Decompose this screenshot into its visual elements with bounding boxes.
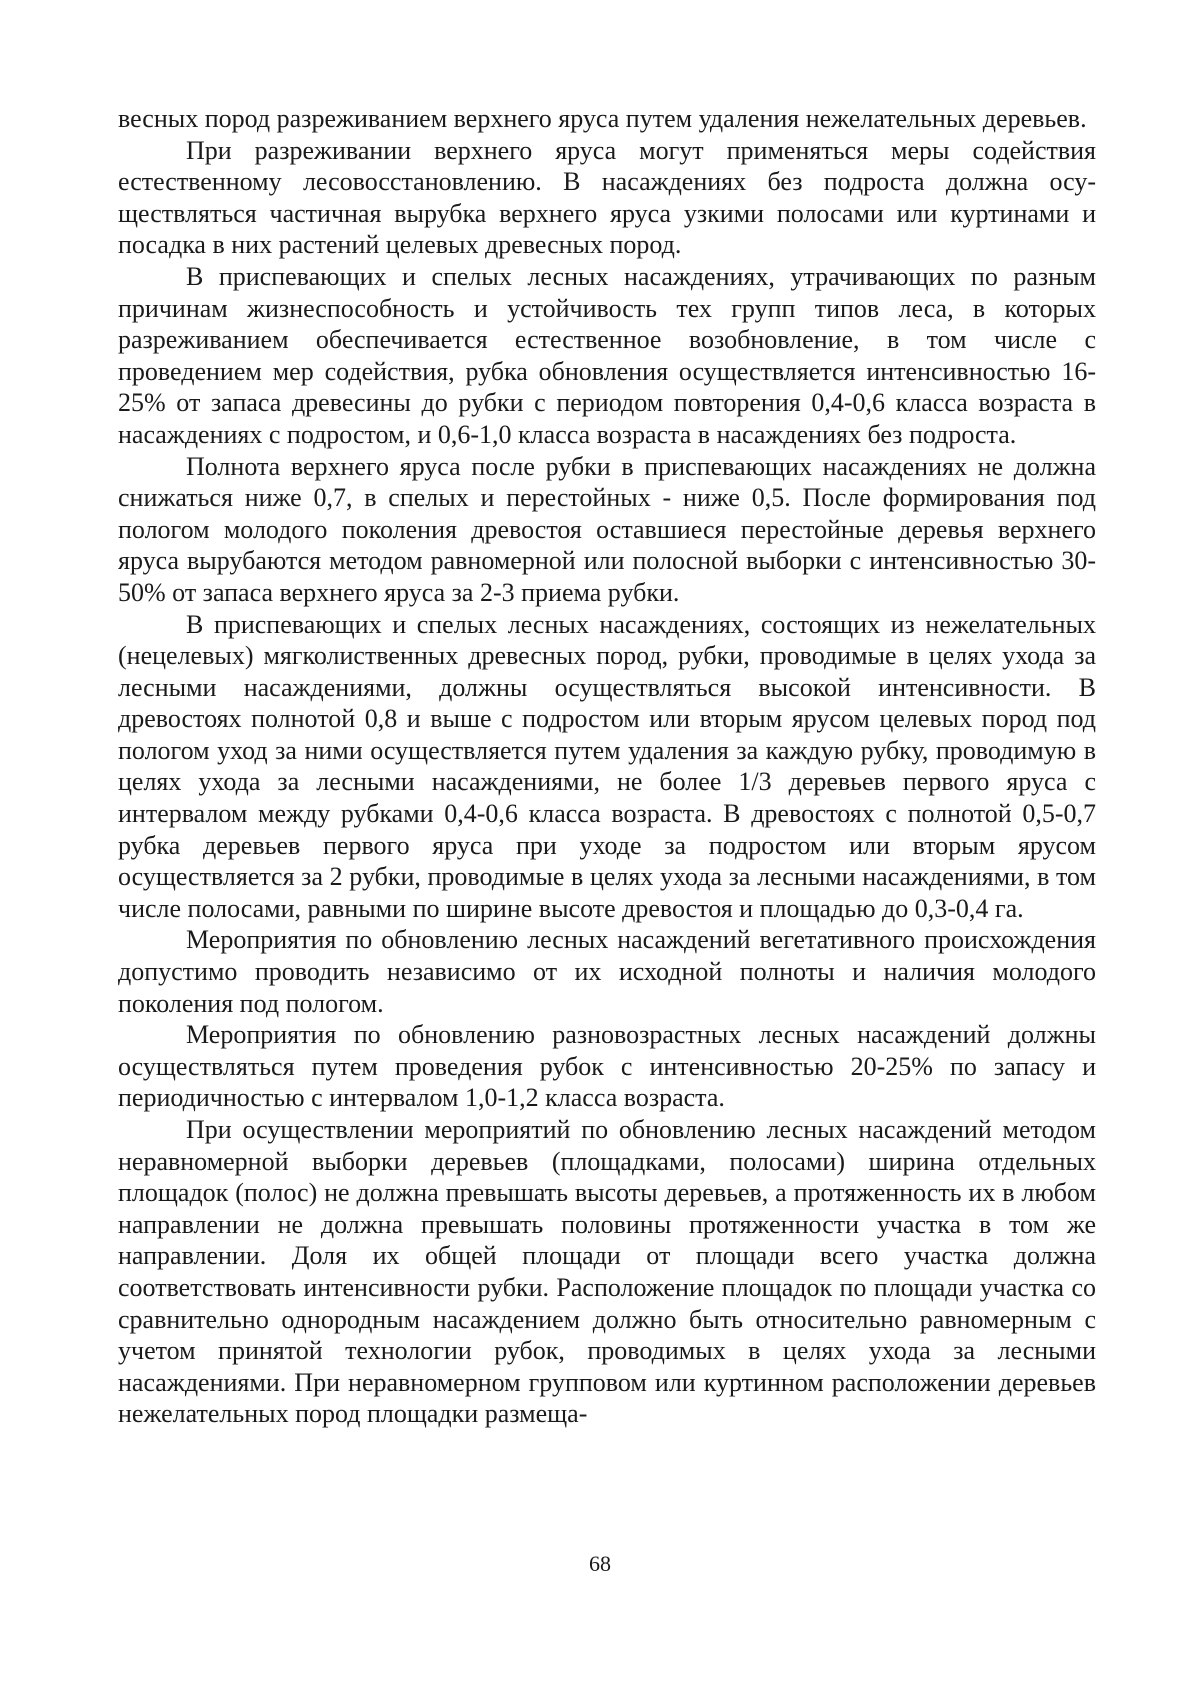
paragraph: Полнота верхнего яруса после рубки в приспевающих насаждениях не должна снижаться ниже 0,7, в спелых и перестойных - ниже 0,5. После формирования под пологом молодого поколения древостоя оставшиеся перестойные деревья верхнего яруса вырубаются методом равномерной или полосной выборки с интенсивностью 30-50% от запаса верхнего яруса за 2-3 приема рубки.: [118, 451, 1096, 607]
paragraph-continuation: весных пород разреживанием верхнего яруса путем удаления нежелательных деревьев.: [118, 104, 1087, 133]
paragraph: Мероприятия по обновлению разновозрастных лесных насаждений должны осуществляться путем проведения рубок с интенсивностью 20-25% по запасу и периодичностью с интервалом 1,0-1,2 класса возраста.: [118, 1020, 1096, 1113]
paragraph: При осуществлении мероприятий по обновлению лесных насаждений методом неравномерной выборки деревьев (площадками, полосами) ширина отдельных площадок (полос) не должна превышать высоты деревьев, а протяженность их в любом направлении не должна превышать половины протяженности участка в том же направлении. Доля их общей площади от площади всего участка должна соответствовать интенсивности рубки. Расположение площадок по площади участка со сравнительно однородным насаждением должно быть относительно равномерным с учетом принятой технологии рубок, проводимых в целях ухода за лесными насаждениями. При неравномерном групповом или куртинном расположении деревьев нежелательных пород площадки размеща-: [118, 1115, 1096, 1429]
page-number: 68: [589, 1551, 611, 1576]
paragraph: Мероприятия по обновлению лесных насаждений вегетативного происхождения допустимо проводить независимо от их исходной полноты и наличия молодого поколения под пологом.: [118, 925, 1096, 1018]
paragraph: При разреживании верхнего яруса могут применяться меры содействия естественному лесовосстановлению. В насаждениях без подроста должна осуществляться частичная вырубка верхнего яруса узкими полосами или куртинами и посадка в них растений целевых древесных пород.: [118, 135, 1096, 260]
paragraph: В приспевающих и спелых лесных насаждениях, утрачивающих по разным причинам жизнеспособность и устойчивость тех групп типов леса, в которых разреживанием обеспечивается естественное возобновление, в том числе с проведением мер содействия, рубка обновления осуществляется интенсивностью 16-25% от запаса древесины до рубки с периодом повторения 0,4-0,6 класса возраста в насаждениях с подростом, и 0,6-1,0 класса возраста в насаждениях без подроста.: [118, 261, 1096, 449]
paragraph: В приспевающих и спелых лесных насаждениях, состоящих из нежелательных (нецелевых) мягколиственных древесных пород, рубки, проводимые в целях ухода за лесными насаждениями, должны осуществляться высокой интенсивности. В древостоях полнотой 0,8 и выше с подростом или вторым ярусом целевых пород под пологом уход за ними осуществляется путем удаления за каждую рубку, проводимую в целях ухода за лесными насаждениями, не более 1/3 деревьев первого яруса с интервалом между рубками 0,4-0,6 класса возраста. В древостоях с полнотой 0,5-0,7 рубка деревьев первого яруса при уходе за подростом или вторым ярусом осуществляется за 2 рубки, проводимые в целях ухода за лесными насаждениями, в том числе полосами, равными по ширине высоте древостоя и площадью до 0,3-0,4 га.: [118, 609, 1096, 923]
page-body: [118, 103, 1096, 1430]
